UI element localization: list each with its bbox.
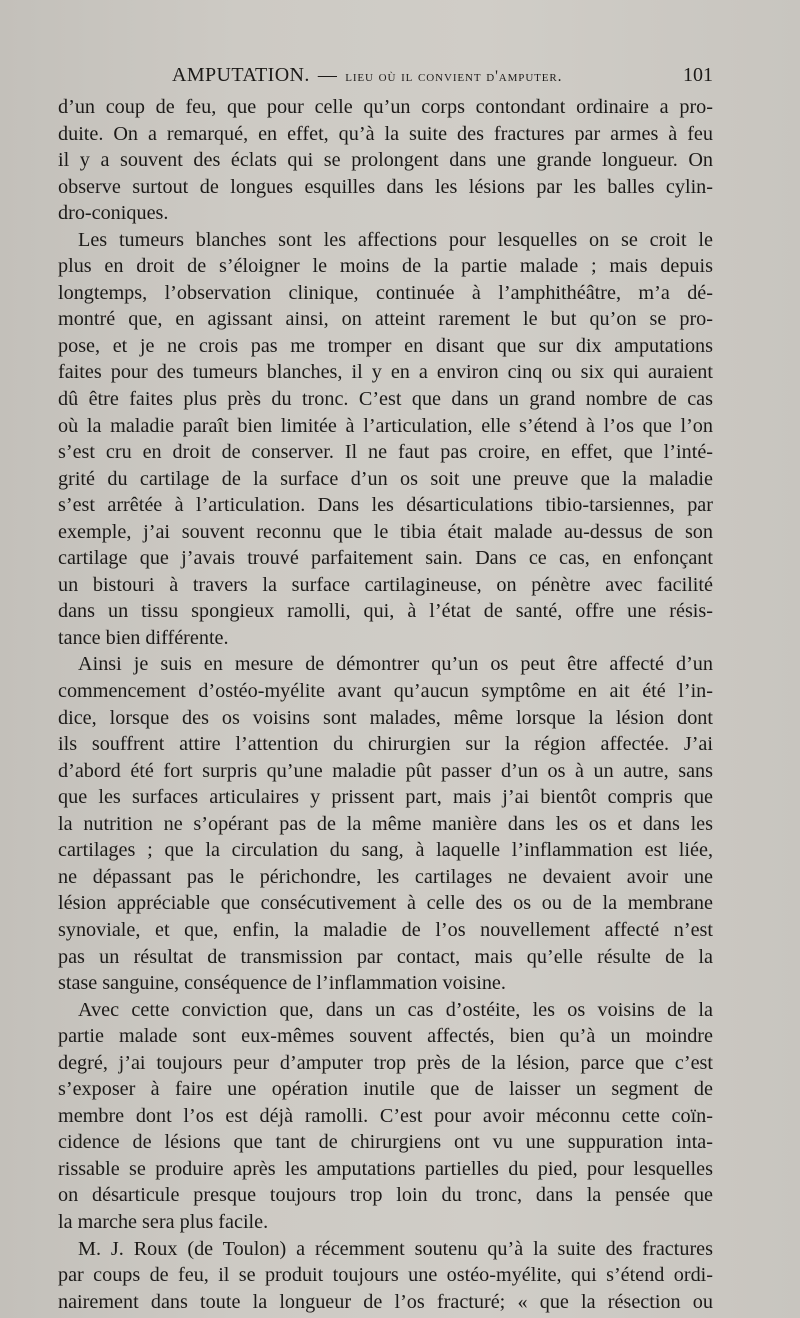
text-line: cartilages ; que la circulation du sang, à laquelle l’inflammation est liée, — [58, 839, 713, 862]
text-line: pose, et je ne crois pas me tromper en disant que sur dix amputations — [58, 334, 713, 357]
text-line: lésion appréciable que consécutivement à celle des os ou de la membrane — [58, 892, 713, 915]
paragraph-5 — [58, 1236, 713, 1316]
text-line: il y a souvent des éclats qui se prolongent dans une grande longueur. On — [58, 149, 713, 172]
text-line: un bistouri à travers la surface cartilagineuse, on pénètre avec facilité — [58, 573, 713, 596]
text-line: d’abord été fort surpris qu’une maladie pût passer d’un os à un autre, sans — [58, 759, 713, 782]
text-line: Avec cette conviction que, dans un cas d’ostéite, les os voisins de la — [78, 998, 713, 1021]
text-line: Ainsi je suis en mesure de démontrer qu’un os peut être affecté d’un — [78, 653, 713, 676]
text-line: synoviale, et que, enfin, la maladie de l’os nouvellement affecté n’est — [58, 918, 713, 941]
text-line: cartilage que j’avais trouvé parfaitement sain. Dans ce cas, en enfonçant — [58, 547, 713, 570]
text-line: rissable se produire après les amputations partielles du pied, pour lesquelles — [58, 1157, 713, 1180]
text-line: montré que, en agissant ainsi, on atteint rarement le but qu’on se pro- — [58, 308, 713, 331]
text-line: cidence de lésions que tant de chirurgiens ont vu une suppuration inta- — [58, 1131, 713, 1154]
paragraph-1 — [58, 94, 713, 227]
text-line: par coups de feu, il se produit toujours une ostéo-myélite, qui s’étend ordi- — [58, 1264, 713, 1287]
text-line: M. J. Roux (de Toulon) a récemment soutenu qu’à la suite des fractures — [78, 1237, 713, 1260]
text-line: faites pour des tumeurs blanches, il y en a environ cinq ou six qui auraient — [58, 361, 713, 384]
text-line: ne dépassant pas le périchondre, les cartilages ne devaient avoir une — [58, 865, 713, 888]
text-line: nairement dans toute la longueur de l’os fracturé; « que la résection ou — [58, 1290, 713, 1313]
text-line: membre dont l’os est déjà ramolli. C’est pour avoir méconnu cette coïn- — [58, 1104, 713, 1127]
text-line: longtemps, l’observation clinique, continuée à l’amphithéâtre, m’a dé- — [58, 281, 713, 304]
text-line: s’est cru en droit de conserver. Il ne faut pas croire, en effet, que l’inté- — [58, 441, 713, 464]
text-line: s’exposer à faire une opération inutile que de laisser un segment de — [58, 1078, 713, 1101]
running-head-subtitle: lieu où il convient d'amputer. — [345, 68, 563, 85]
text-line: commencement d’ostéo-myélite avant qu’aucun symptôme en ait été l’in- — [58, 680, 713, 703]
body-text — [58, 94, 713, 1315]
paragraph-4 — [58, 997, 713, 1236]
text-line: grité du cartilage de la surface d’un os soit une preuve que la maladie — [58, 467, 713, 490]
text-line: tance bien différente. — [58, 626, 229, 649]
paragraph-3 — [58, 651, 713, 996]
text-line: stase sanguine, conséquence de l’inflammation voisine. — [58, 972, 506, 995]
text-line: la nutrition ne s’opérant pas de la même manière dans les os et dans les — [58, 812, 713, 835]
text-line: on désarticule presque toujours trop loin du tronc, dans la pensée que — [58, 1184, 713, 1207]
page-number: 101 — [683, 64, 713, 86]
text-line: Les tumeurs blanches sont les affections pour lesquelles on se croit le — [78, 228, 713, 251]
text-line: partie malade sont eux-mêmes souvent affectés, bien qu’à un moindre — [58, 1025, 713, 1048]
text-line: dû être faites plus près du tronc. C’est que dans un grand nombre de cas — [58, 388, 713, 411]
running-head-dash: — — [317, 65, 338, 86]
text-line: pas un résultat de transmission par contact, mais qu’elle résulte de la — [58, 945, 713, 968]
running-head — [172, 64, 562, 87]
text-line: ils souffrent attire l’attention du chirurgien sur la région affectée. J’ai — [58, 733, 713, 756]
text-line: que les surfaces articulaires y prissent part, mais j’ai bientôt compris que — [58, 786, 713, 809]
text-line: dice, lorsque des os voisins sont malades, même lorsque la lésion dont — [58, 706, 713, 729]
text-line: dro-coniques. — [58, 202, 169, 225]
text-line: observe surtout de longues esquilles dans les lésions par les balles cylin- — [58, 175, 713, 198]
text-line: où la maladie paraît bien limitée à l’articulation, elle s’étend à l’os que l’on — [58, 414, 713, 437]
text-line: s’est arrêtée à l’articulation. Dans les désarticulations tibio-tarsiennes, par — [58, 494, 713, 517]
text-line: degré, j’ai toujours peur d’amputer trop près de la lésion, parce que c’est — [58, 1051, 713, 1074]
text-line: dans un tissu spongieux ramolli, qui, à l’état de santé, offre une résis- — [58, 600, 713, 623]
running-head-title: AMPUTATION. — [172, 64, 310, 86]
paragraph-2 — [58, 227, 713, 652]
text-line: plus en droit de s’éloigner le moins de la partie malade ; mais depuis — [58, 255, 713, 278]
text-line: duite. On a remarqué, en effet, qu’à la suite des fractures par armes à feu — [58, 122, 713, 145]
text-line: exemple, j’ai souvent reconnu que le tibia était malade au-dessus de son — [58, 520, 713, 543]
text-line: d’un coup de feu, que pour celle qu’un corps contondant ordinaire a pro- — [58, 96, 713, 118]
text-line: la marche sera plus facile. — [58, 1210, 269, 1233]
page-header — [58, 60, 713, 90]
